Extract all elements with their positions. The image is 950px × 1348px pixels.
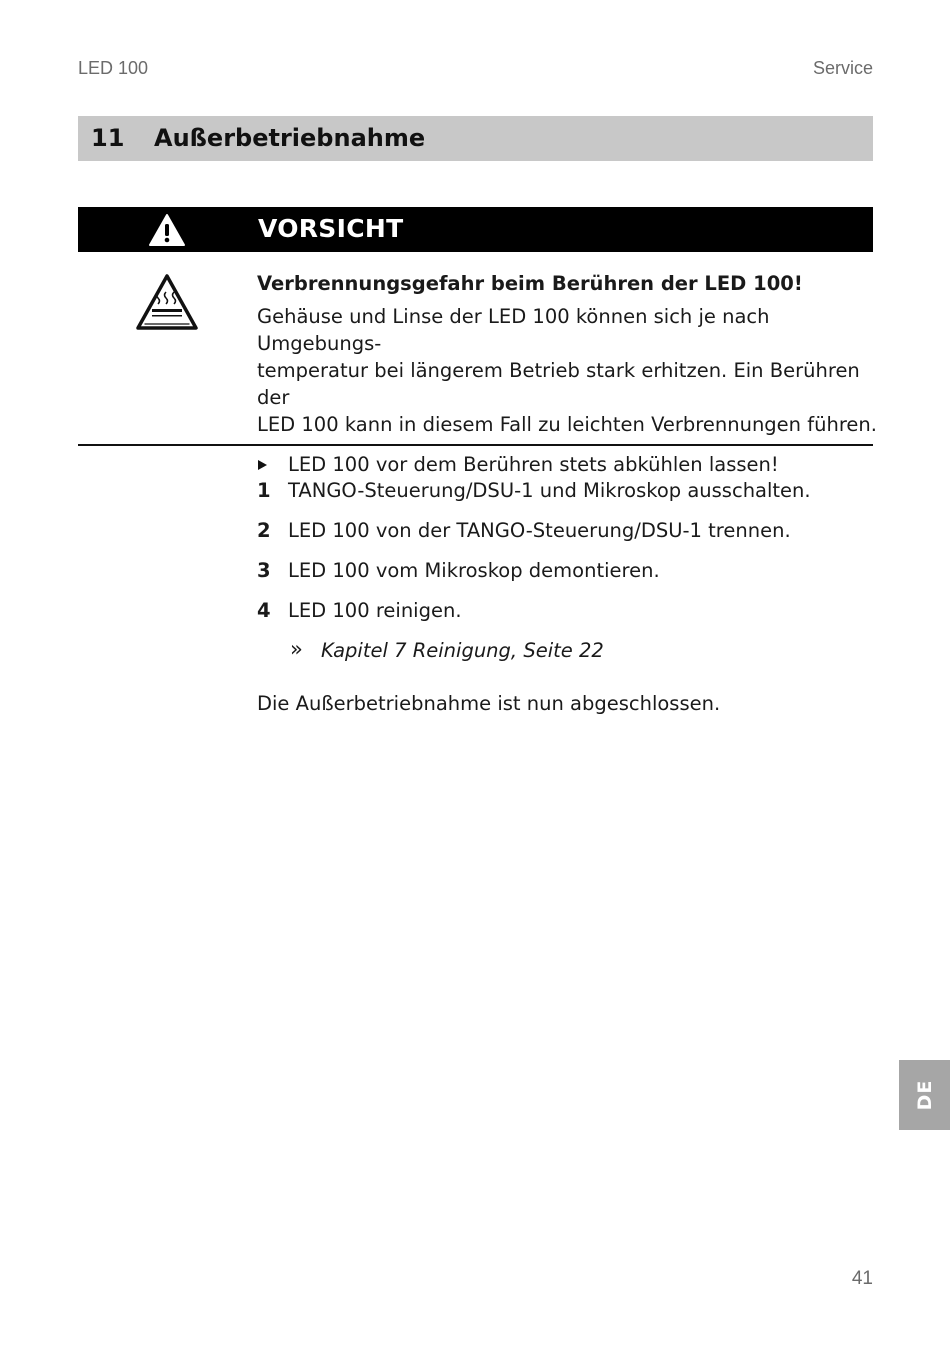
step-number: 1 xyxy=(257,479,271,502)
bullet-triangle-icon xyxy=(258,460,267,470)
warning-instruction xyxy=(257,451,877,478)
chapter-heading xyxy=(78,116,873,161)
warning-text: Gehäuse und Linse der LED 100 können sich je nach Umgebungs- temperatur bei längerem Betrieb stark erhitzen. Ein Berühren der LED 100 kann in diesem Fall zu leichten Verbrennungen führen. xyxy=(257,305,877,436)
warning-triangle-icon xyxy=(148,213,186,247)
reference-link[interactable]: Kapitel 7 Reinigung, Seite 22 xyxy=(321,639,604,662)
warning-header xyxy=(78,207,873,252)
procedure-step xyxy=(257,477,877,517)
chapter-number: 11 xyxy=(91,124,125,152)
warning-label: VORSICHT xyxy=(258,214,404,243)
conclusion-text: Die Außerbetriebnahme ist nun abgeschlossen. xyxy=(257,692,721,715)
section-divider xyxy=(78,444,873,446)
step-number: 2 xyxy=(257,519,271,542)
language-tab xyxy=(899,1060,950,1130)
warning-instruction-text: LED 100 vor dem Berühren stets abkühlen lassen! xyxy=(288,453,779,476)
procedure-step xyxy=(257,597,877,637)
procedure-step xyxy=(257,517,877,557)
step-text: LED 100 vom Mikroskop demontieren. xyxy=(288,559,660,582)
chapter-title: Außerbetriebnahme xyxy=(154,124,426,152)
header-section-name: Service xyxy=(812,58,873,78)
running-header xyxy=(78,58,873,82)
procedure-steps xyxy=(257,477,877,677)
procedure-step xyxy=(257,557,877,597)
step-text: LED 100 reinigen. xyxy=(288,599,462,622)
reference-arrow-icon: » xyxy=(290,637,303,661)
header-product-name: LED 100 xyxy=(78,58,149,78)
hot-surface-icon xyxy=(134,272,200,332)
language-tab-label: DE xyxy=(913,1079,936,1111)
step-number: 3 xyxy=(257,559,271,582)
step-number: 4 xyxy=(257,599,271,622)
step-text: TANGO-Steuerung/DSU-1 und Mikroskop ausschalten. xyxy=(288,479,811,502)
cross-reference[interactable] xyxy=(257,637,877,677)
step-text: LED 100 von der TANGO-Steuerung/DSU-1 trennen. xyxy=(288,519,791,542)
warning-headline: Verbrennungsgefahr beim Berühren der LED 100! xyxy=(257,272,803,295)
warning-body xyxy=(257,270,877,478)
page-number: 41 xyxy=(851,1268,873,1289)
